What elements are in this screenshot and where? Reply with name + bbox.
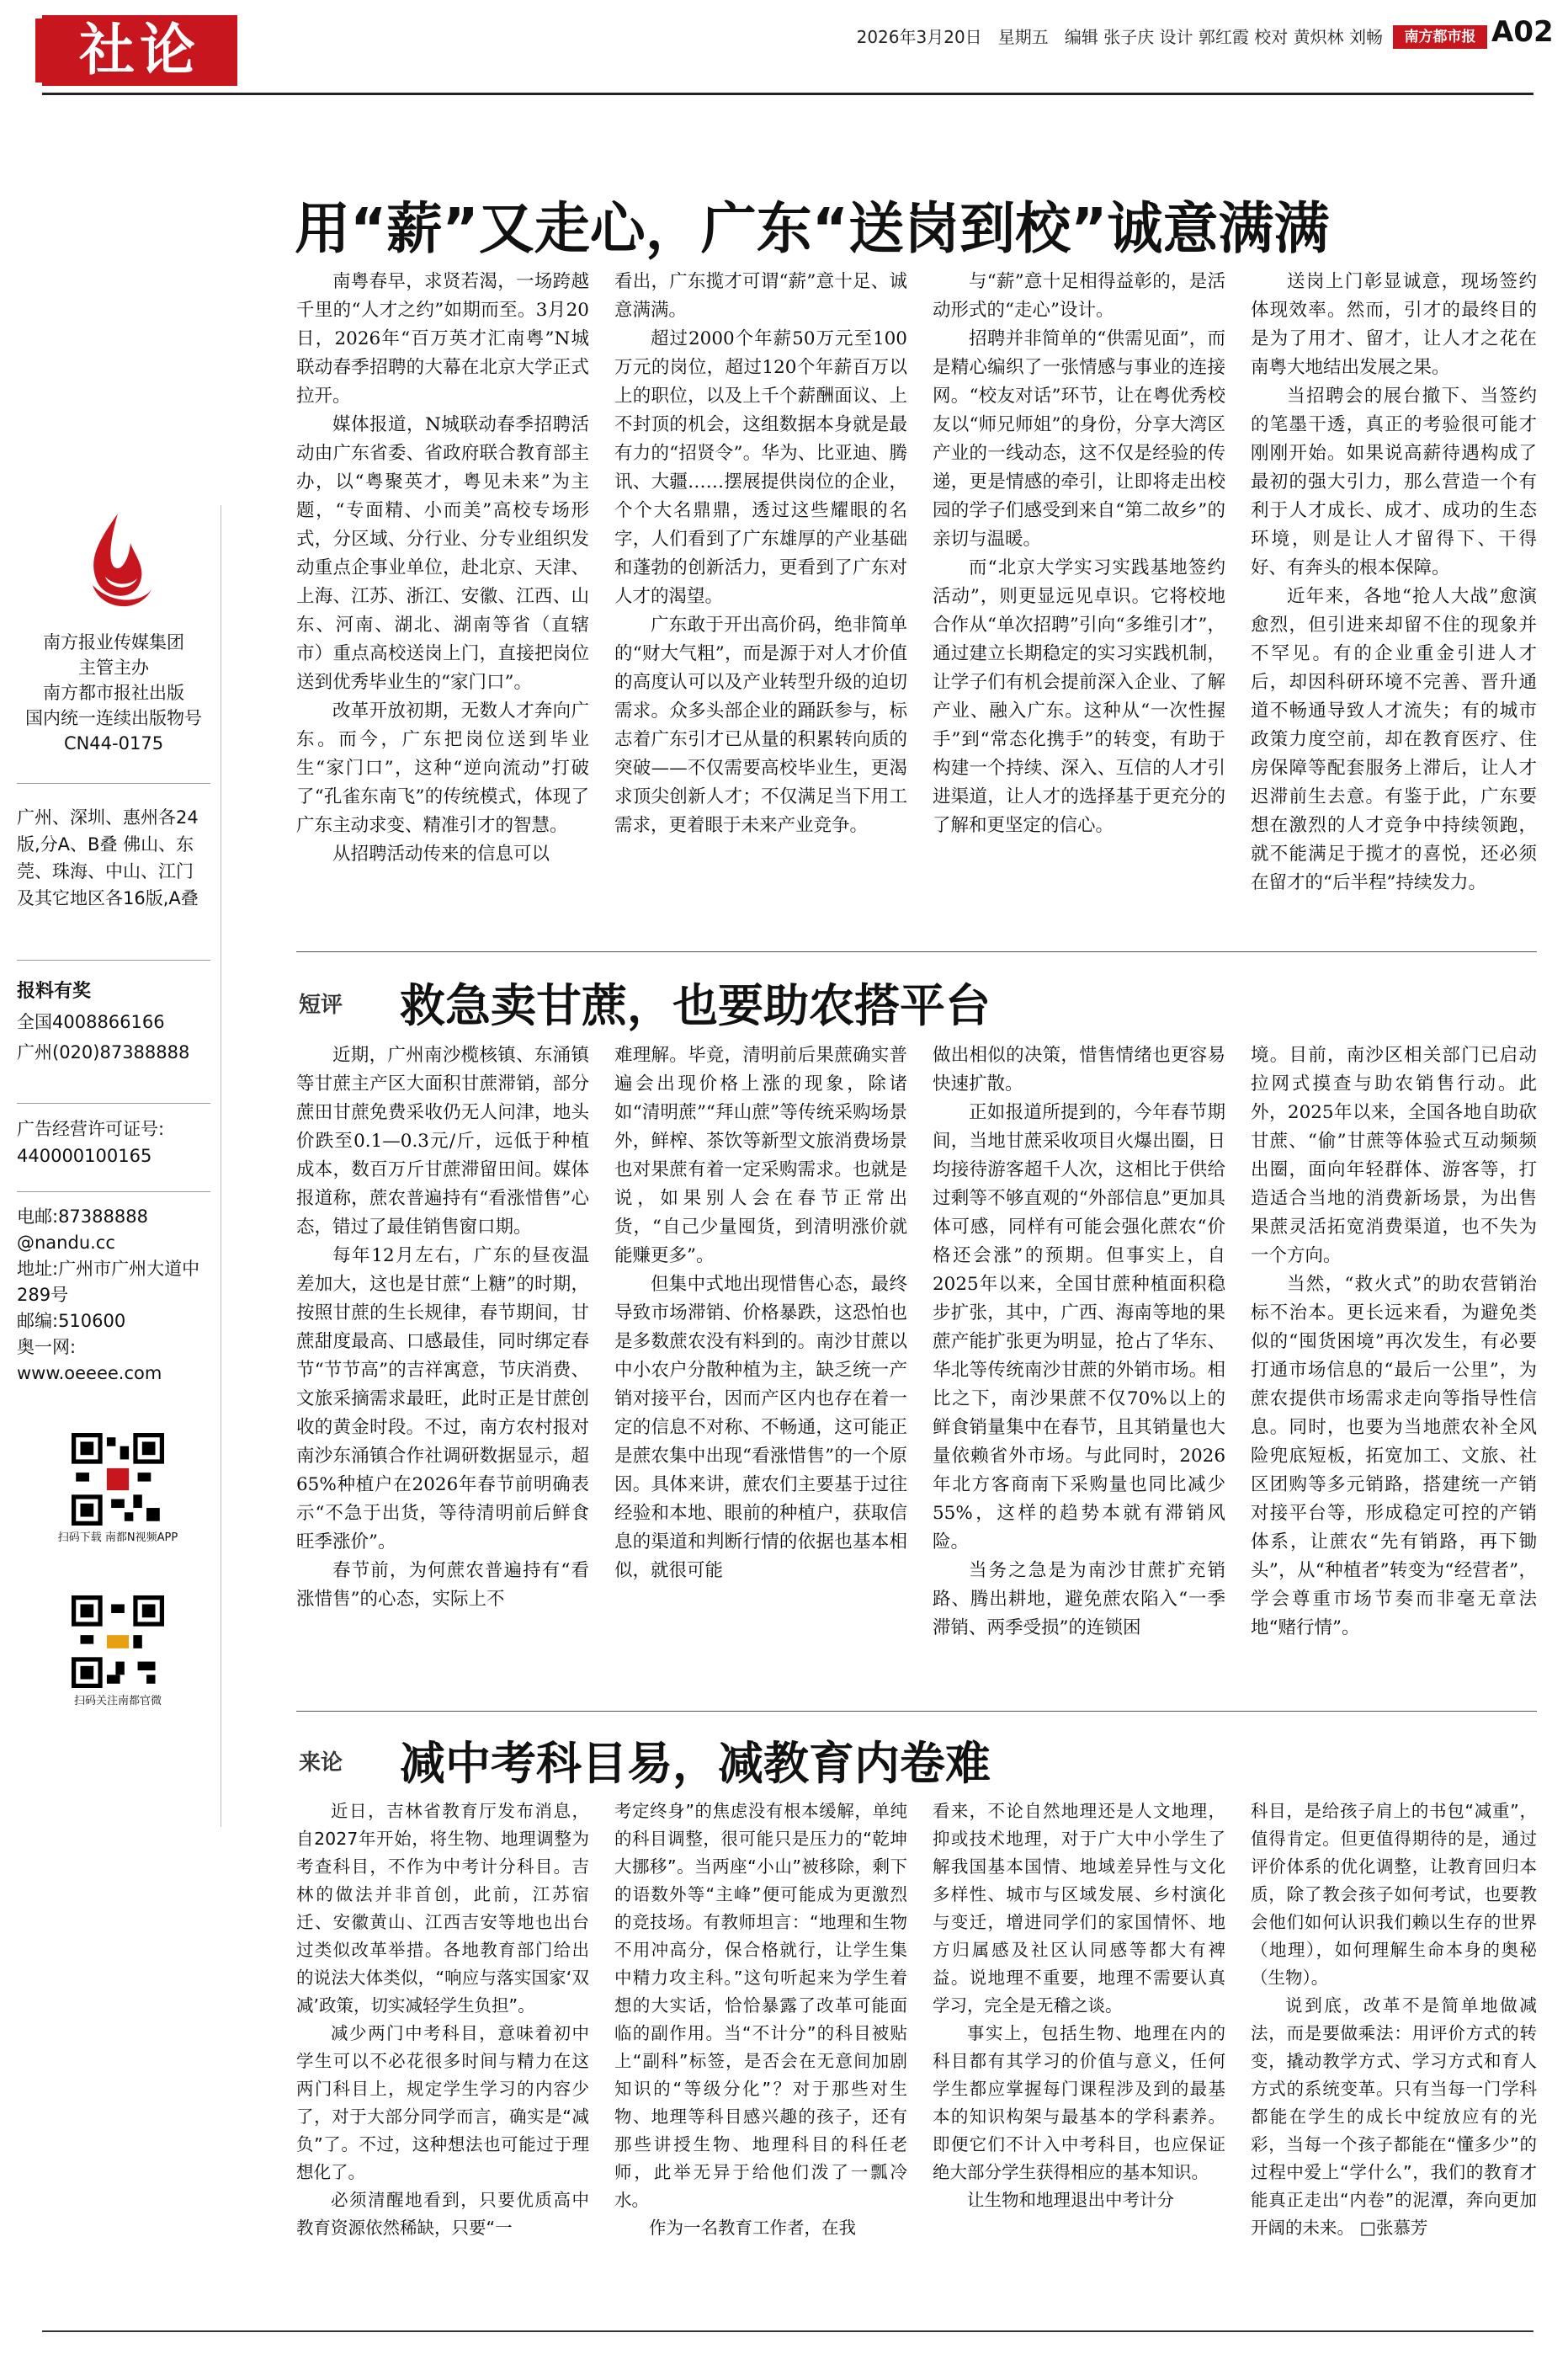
paragraph: 送岗上门彰显诚意，现场签约体现效率。然而，引才的最终目的是为了用才、留才，让人才之花在南粤大地结出发展之果。 [1251,271,1537,378]
publisher-line: 南方报业传媒集团 [43,632,184,652]
publisher-line: CN44-0175 [63,733,164,754]
paragraph: 招聘并非简单的“供需见面”，而是精心编织了一张情感与事业的连接网。“校友对话”环节，让在粤优秀校友以“师兄师姐”的身份，分享大湾区产业的一线动态，这不仅是经验的传递，更是情感的牵引，让即将走出校园的学子们感受到来自“第二故乡”的亲切与温暖。 [933,328,1225,550]
paragraph: 作为一名教育工作者，在我 [649,2218,856,2238]
paragraph: 近年来，各地“抢人大战”愈演愈烈，但引进来却留不住的现象并不罕见。有的企业重金引进人才后，却因科研环境不完善、晋升通道不畅通导致人才流失；有的城市政策力度空前，却在教育医疗、住房保障等配套服务上滞后，让人才迟滞前生去意。有鉴于此，广东要想在激烈的人才竞争中持续领跑，就不能满足于揽才的喜悦，还必须在留才的“后半程”持续发力。 [1251,586,1537,893]
section-masthead: 社论 [42,15,237,86]
paragraph: 减少两门中考科目，意味着初中学生可以不必花很多时间与精力在这两门科目上，规定学生学习的内容少了，对于大部分同学而言，确实是“减负”了。不过，这种想法也可能过于理想化了。 [296,2023,589,2182]
header-credits: 编辑 张子庆 设计 郭红霞 校对 黄炽林 刘畅 [1064,27,1383,47]
paragraph: 改革开放初期，无数人才奔向广东。而今，广东把岗位送到毕业生“家门口”，这种“逆向流动”打破了“孔雀东南飞”的传统模式，体现了广东主动求变、精准引才的智慧。 [296,700,589,836]
article3-title: 减中考科目易，减教育内卷难 [400,1737,991,1790]
publisher-line: 国内统一连续出版物号 [25,708,202,728]
article1-title: 用“薪”又走心，广东“送岗到校”诚意满满 [295,196,1330,261]
paragraph: 科目，是给孩子肩上的书包“减重”，值得肯定。但更值得期待的是，通过评价体系的优化调整，让教育回归本质，除了教会孩子如何考试，也要教会他们如何认识我们赖以生存的世界（地理），如何理解生命本身的奥秘（生物）。 [1251,1801,1537,1988]
article3-column [296,1797,589,2242]
contact-address: 地址:广州市广州大道中289号 [17,1259,200,1305]
header-date: 2026年3月20日 [856,27,982,47]
site-label: 奥一网: [17,1337,77,1357]
publisher-line: 南方都市报社出版 [43,683,184,703]
divider [17,960,210,961]
paragraph: 每年12月左右，广东的昼夜温差加大，这也是甘蔗“上糖”的时期，按照甘蔗的生长规律，春节期间，甘蔗甜度最高、口感最佳，同时绑定春节“节节高”的吉祥寓意，节庆消费、文旅采摘需求最旺，此时正是甘蔗创收的黄金时段。不过，南方农村报对南沙东涌镇合作社调研数据显示，超65%种植户在2026年春节前明确表示“不急于出货，等待清明前后鲜食旺季涨价”。 [296,1245,589,1552]
article3-column [1251,1797,1537,2242]
publisher-info [17,630,210,756]
qr-code-app-icon[interactable] [72,1433,164,1526]
hotline-national: 全国4008866166 [17,1012,165,1032]
paragraph: 正如报道所提到的，今年春节期间，当地甘蔗采收项目火爆出圈，日均接待游客超千人次，这相比于供给过剩等不够直观的“外部信息”更加具体可感，同样有可能会强化蔗农“价格还会涨”的预期。但事实上，自2025年以来，全国甘蔗种植面积稳步扩张，其中，广西、海南等地的果蔗产能扩张更为明显，抢占了华东、华北等传统南沙甘蔗的外销市场。相比之下，南沙果蔗不仅70%以上的鲜食销量集中在春节，且其销量也大量依赖省外市场。与此同时，2026年北方客商南下采购量也同比减少55%，这样的趋势本就有滞销风险。 [933,1102,1225,1552]
divider [17,1103,210,1104]
article1-column [296,268,589,869]
ad-license-info [17,1116,210,1169]
article1-column [1251,268,1537,897]
contact-info [17,1204,210,1387]
publisher-line: 主管主办 [78,658,149,678]
top-rule [42,93,1533,95]
paragraph: 难理解。毕竟，清明前后果蔗确实普遍会出现价格上涨的现象，除诸如“清明蔗”“拜山蔗”等传统采购场景外，鲜榨、茶饮等新型文旅消费场景也对果蔗有着一定采购需求。也就是说，如果别人会在春节正常出货，“自己少量囤货，到清明涨价就能赚更多”。 [614,1045,907,1266]
article1-column [614,268,907,840]
paragraph: 广东敢于开出高价码，绝非简单的“财大气粗”，而是源于对人才价值的高度认可以及产业转型升级的迫切需求。众多头部企业的踊跃参与，标志着广东引才已从量的积累转向质的突破——不仅需要高校毕业生，更渴求顶尖创新人才；不仅满足当下用工需求，更着眼于未来产业竞争。 [614,615,907,836]
contact-phone: 电邮:87388888 [17,1206,148,1227]
paragraph: 让生物和地理退出中考计分 [967,2190,1174,2210]
article-divider [296,951,1537,952]
paragraph: 而“北京大学实习实践基地签约活动”，则更显远见卓识。它将校地合作从“单次招聘”引向“多维引才”，通过建立长期稳定的实习实践机制，让学子们有机会提前深入企业、了解产业、融入广东。这种从“一次性握手”到“常态化携手”的转变，有助于构建一个持续、深入、互信的人才引进渠道，让人才的选择基于更充分的了解和更坚定的信心。 [933,557,1225,836]
qr-code-wechat-icon[interactable] [72,1595,164,1688]
article1-column [933,268,1225,840]
paragraph: 但集中式地出现惜售心态，最终导致市场滞销、价格暴跌，这恐怕也是多数蔗农没有料到的。南沙甘蔗以中小农户分散种植为主，缺乏统一产销对接平台，因而产区内也存在着一定的信息不对称、不畅通，这可能正是蔗农集中出现“看涨惜售”的一个原因。具体来讲，蔗农们主要基于过往经验和本地、眼前的种植户，获取信息的渠道和判断行情的依据也基本相似，就很可能 [614,1274,907,1581]
paragraph: 与“薪”意十足相得益彰的，是活动形式的“走心”设计。 [933,271,1225,321]
page-number: A02 [1491,15,1554,49]
article-divider [296,1711,1537,1712]
paragraph: 近期，广州南沙榄核镇、东涌镇等甘蔗主产区大面积甘蔗滞销，部分蔗田甘蔗免费采收仍无人问津，地头价跌至0.1—0.3元/斤，远低于种植成本，数百万斤甘蔗滞留田间。媒体报道称，蔗农普遍持有“看涨惜售”心态，错过了最佳销售窗口期。 [296,1045,589,1238]
divider [17,783,210,784]
paragraph: 考定终身”的焦虑没有根本缓解，单纯的科目调整，很可能只是压力的“乾坤大挪移”。当两座“小山”被移除，剩下的语数外等“主峰”便可能成为更激烈的竞技场。有教师坦言：“地理和生物不用冲高分，保合格就行，让学生集中精力攻主科。”这句听起来为学生着想的大实话，恰恰暴露了改革可能面临的副作用。当“不计分”的科目被贴上“副科”标签，是否会在无意间加剧知识的“等级分化”？对于那些对生物、地理等科目感兴趣的孩子，还有那些讲授生物、地理科目的科任老师，此举无异于给他们泼了一瓢冷水。 [614,1801,907,2210]
divider [17,1191,210,1192]
article2-title: 救急卖甘蔗，也要助农搭平台 [400,979,991,1032]
paragraph: 看来，不论自然地理还是人文地理，抑或技术地理，对于广大中小学生了解我国基本国情、地域差异性与文化多样性、城市与区域发展、乡村演化与变迁，增进同学们的家国情怀、地方归属感及社区认同感等都大有裨益。说地理不重要，地理不需要认真学习，完全是无稽之谈。 [933,1801,1225,2016]
paragraph: 必须清醒地看到，只要优质高中教育资源依然稀缺，只要“一 [296,2190,589,2238]
qr-caption-app: 扫码下载 南都N视频APP [57,1531,178,1544]
article2-column [933,1041,1225,1643]
paragraph: 媒体报道，N城联动春季招聘活动由广东省委、省政府联合教育部主办，以“粤聚英才，粤见未来”为主题，“专面精、小而美”高校专场形式，分区域、分行业、分专业组织发动重点企事业单位，赴北京、天津、上海、江苏、浙江、安徽、江西、山东、河南、湖北、湖南等省（直辖市）重点高校送岗上门，直接把岗位送到优秀毕业生的“家门口”。 [296,414,589,693]
article2-tag: 短评 [299,993,343,1018]
bottom-rule [42,2330,1533,2332]
paragraph: 当招聘会的展台撤下、当签约的笔墨干透，真正的考验很可能才刚刚开始。如果说高薪待遇构成了最初的强大引力，那么营造一个有利于人才成长、成才、成功的生态环境，则是让人才留得下、干得好、有奔头的根本保障。 [1251,386,1537,578]
paragraph: 超过2000个年薪50万元至100万元的岗位，超过120个年薪百万以上的职位，以及上千个薪酬面议、上不封顶的机会，这组数据本身就是最有力的“招贤令”。华为、比亚迪、腾讯、大疆……摆展提供岗位的企业，个个大名鼎鼎，透过这些耀眼的名字，人们看到了广东雄厚的产业基础和蓬勃的创新活力，更看到了广东对人才的渴望。 [614,328,907,607]
paragraph: 做出相似的决策，惜售情绪也更容易快速扩散。 [933,1045,1225,1094]
header-info [857,24,1383,48]
header-weekday: 星期五 [997,27,1049,47]
article3-column [933,1797,1225,2214]
article2-column [614,1041,907,1585]
ad-license-label: 广告经营许可证号: [17,1119,165,1139]
paragraph: 南粤春早，求贤若渴，一场跨越千里的“人才之约”如期而至。3月20日，2026年“百万英才汇南粤”N城联动春季招聘的大幕在北京大学正式拉开。 [296,271,589,407]
contact-zip: 邮编:510600 [17,1311,126,1331]
site-link[interactable]: www.oeeee.com [17,1363,162,1383]
article2-column [296,1041,589,1614]
contact-email: @nandu.cc [17,1233,115,1253]
paragraph: 当然，“救火式”的助农营销治标不治本。更长远来看，为避免类似的“囤货困境”再次发生，有必要打通市场信息的“最后一公里”，为蔗农提供市场需求走向等指导性信息。同时，也要为当地蔗农补全风险兜底短板，拓宽加工、文旅、社区团购等多元销路，搭建统一产销对接平台等，形成稳定可控的产销体系，让蔗农“先有销路，再下锄头”，从“种植者”转变为“经营者”，学会尊重市场节奏而非毫无章法地“赌行情”。 [1251,1274,1537,1638]
ad-license-number: 440000100165 [17,1146,152,1166]
paragraph: 春节前，为何蔗农普遍持有“看涨惜售”的心态，实际上不 [296,1560,589,1610]
flame-logo-icon [72,509,164,619]
paragraph: 境。目前，南沙区相关部门已启动拉网式摸查与助农销售行动。此外，2025年以来，全国各地自助砍甘蔗、“偷”甘蔗等体验式互动频频出圈，面向年轻群体、游客等，打造适合当地的消费新场景，为出售果蔗灵活拓宽消费渠道，也不失为一个方向。 [1251,1045,1537,1266]
hotline-title: 报料有奖 [17,981,92,1002]
qr-caption-wechat: 扫码关注南都官微 [73,1695,162,1707]
paragraph: 事实上，包括生物、地理在内的科目都有其学习的价值与意义，任何学生都应掌握每门课程涉及到的最基本的知识构架与最基本的学科素养。即便它们不计入中考科目，也应保证绝大部分学生获得相应的基本知识。 [933,2023,1225,2182]
paragraph: 说到底，改革不是简单地做减法，而是要做乘法：用评价方式的转变，撬动教学方式、学习方式和育人方式的系统变革。只有当每一门学科都能在学生的成长中绽放应有的光彩，当每一个孩子都能在“懂多少”的过程中爱上“学什么”，我们的教育才能真正走出“内卷”的泥潭，奔向更加开阔的未来。 □张慕芳 [1251,1995,1537,2238]
article3-tag: 来论 [299,1750,343,1776]
paragraph: 近日，吉林省教育厅发布消息，自2027年开始，将生物、地理调整为考查科目，不作为中考计分科目。吉林的做法并非首创，此前，江苏宿迁、安徽黄山、江西吉安等地也出台过类似改革举措。各地教育部门给出的说法大体类似，“响应与落实国家‘双减’政策，切实减轻学生负担”。 [296,1801,589,2016]
paragraph: 当务之急是为南沙甘蔗扩充销路、腾出耕地，避免蔗农陷入“一季滞销、两季受损”的连锁困 [933,1560,1225,1638]
article2-column [1251,1041,1537,1643]
hotline-gz: 广州(020)87388888 [17,1042,190,1062]
article3-column [614,1797,907,2242]
paragraph: 从招聘活动传来的信息可以 [332,844,550,865]
hotline-info [17,977,210,1068]
paragraph: 看出，广东揽才可谓“薪”意十足、诚意满满。 [614,271,907,321]
brand-logo: 南方都市报 [1393,25,1487,49]
edition-info: 广州、深圳、惠州各24版,分A、B叠 佛山、东莞、珠海、中山、江门及其它地区各16版,A叠 [17,807,199,908]
